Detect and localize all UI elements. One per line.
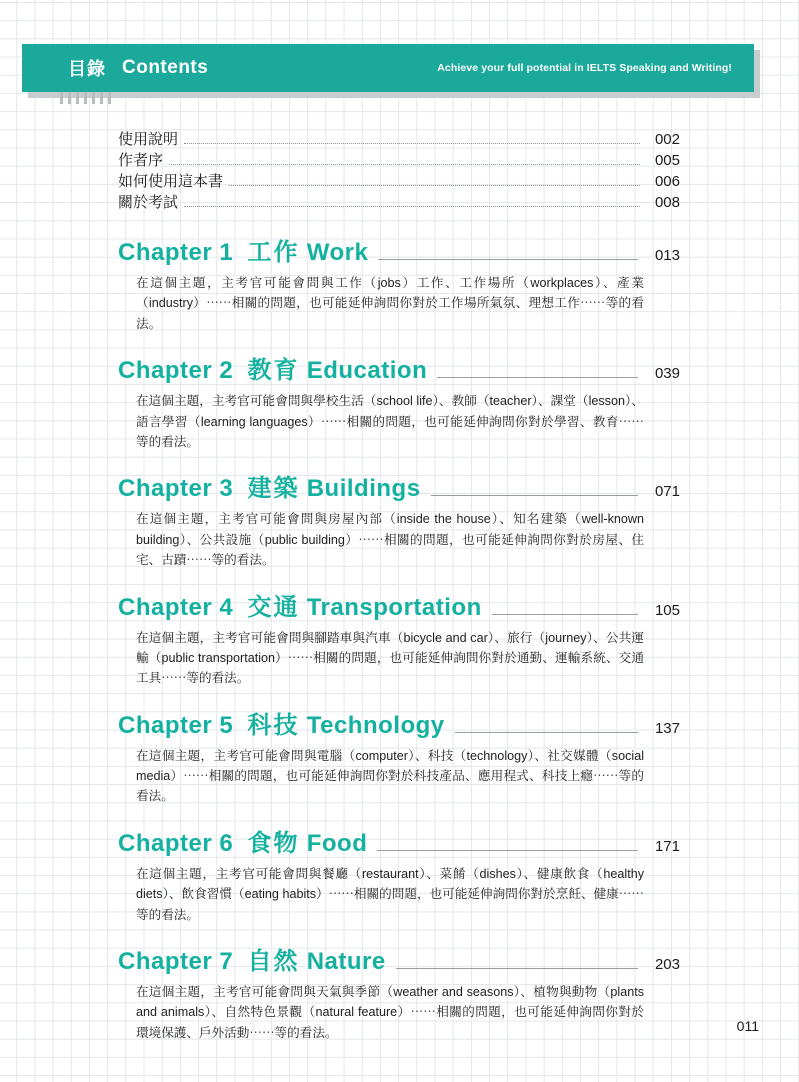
chapter-description: 在這個主題，主考官可能會問與腳踏車與汽車（bicycle and car）、旅行（journey）、公共運輸（public transportation）⋯⋯相關的問題，也可能延伸詢問你對於通勤、運輸系統、交通工具⋯⋯等的看法。 [136, 630, 644, 686]
front-matter-page: 006 [654, 173, 680, 190]
chapter-title-en: Work [306, 239, 369, 266]
chapter-number: Chapter 3 [118, 475, 234, 503]
chapter-title [118, 823, 367, 858]
front-matter-page: 005 [654, 152, 680, 169]
chapter-description: 在這個主題，主考官可能會問與餐廳（restaurant）、菜餚（dishes）、健康飲食（healthy diets）、飲食習慣（eating habits）⋯⋯相關的問題，也可能延伸詢問你對於烹飪、健康⋯⋯等的看法。 [136, 866, 644, 922]
chapter-rule [492, 613, 638, 615]
chapter-title-cn: 教育 [247, 357, 300, 385]
chapter-rule [396, 967, 638, 969]
front-matter-label: 如何使用這本書 [118, 173, 224, 190]
chapter-page: 137 [654, 719, 680, 737]
chapter-rule [437, 376, 638, 378]
front-matter-label: 關於考試 [118, 194, 179, 211]
chapter-title [118, 587, 482, 622]
chapter-page: 039 [654, 365, 680, 383]
front-matter-label: 使用說明 [118, 131, 179, 148]
chapter-title-cn: 建築 [247, 475, 300, 503]
chapter-number: Chapter 4 [118, 593, 234, 621]
chapter-title-en: Transportation [306, 593, 482, 621]
front-matter-row[interactable] [118, 191, 680, 212]
chapter-page: 171 [654, 837, 680, 855]
chapter-list [118, 232, 680, 1059]
chapter-page: 013 [654, 247, 680, 264]
chapter-title [118, 232, 368, 267]
chapter-title-cn: 科技 [247, 711, 300, 739]
chapter-headline [118, 468, 680, 503]
front-matter-page: 002 [654, 131, 680, 148]
chapter-description: 在這個主題，主考官可能會問與天氣與季節（weather and seasons）、植物與動物（plants and animals）、自然特色景觀（natural feature）⋯⋯相關的問題，也可能延伸詢問你對於環境保護、戶外活動⋯⋯等的看法。 [136, 985, 644, 1040]
chapter-description: 在這個主題，主考官可能會問與房屋內部（inside the house）、知名建築（well-known building）、公共設施（public building）⋯⋯相關的問題，也可能延伸詢問你對於房屋、住宅、古蹟⋯⋯等的看法。 [136, 512, 644, 568]
chapter-entry-2[interactable] [118, 350, 680, 452]
chapter-headline [118, 823, 680, 858]
chapter-title-en: Food [306, 829, 368, 857]
chapter-title-cn: 工作 [247, 239, 300, 266]
chapter-number: Chapter 7 [118, 948, 234, 976]
leader-dots [184, 205, 640, 207]
front-matter-list [118, 128, 680, 212]
chapter-headline [118, 705, 680, 740]
chapter-title-en: Buildings [306, 475, 421, 503]
front-matter-page: 008 [654, 194, 680, 211]
leader-dots [184, 142, 640, 144]
front-matter-label: 作者序 [118, 152, 164, 169]
chapter-title [118, 941, 386, 976]
front-matter-row[interactable] [118, 128, 680, 149]
chapter-entry-7[interactable] [118, 941, 680, 1043]
leader-dots [229, 184, 640, 186]
chapter-number: Chapter 1 [118, 239, 234, 266]
contents-header-bar [22, 44, 754, 92]
chapter-rule [377, 849, 638, 851]
chapter-title-en: Nature [306, 948, 386, 976]
chapter-entry-6[interactable] [118, 823, 680, 925]
chapter-title [118, 705, 445, 740]
header-tick-marks [60, 92, 116, 104]
chapter-title-cn: 交通 [247, 593, 300, 621]
chapter-rule [431, 494, 638, 496]
front-matter-row[interactable] [118, 170, 680, 191]
chapter-title-cn: 自然 [247, 948, 300, 976]
chapter-title-cn: 食物 [247, 829, 300, 857]
chapter-title [118, 468, 421, 503]
chapter-entry-1[interactable] [118, 232, 680, 334]
chapter-headline [118, 941, 680, 976]
chapter-number: Chapter 6 [118, 829, 234, 857]
chapter-title [118, 350, 427, 385]
chapter-entry-4[interactable] [118, 587, 680, 689]
chapter-title-en: Technology [306, 711, 445, 739]
chapter-page: 071 [654, 483, 680, 501]
page-folio: 011 [736, 1018, 759, 1034]
header-tagline: Achieve your full potential in IELTS Speaking and Writing! [437, 62, 732, 74]
chapter-rule [378, 258, 638, 260]
chapter-description: 在這個主題，主考官可能會問與工作（jobs）工作、工作場所（workplaces）、產業（industry）⋯⋯相關的問題，也可能延伸詢問你對於工作場所氣氛、理想工作⋯⋯等的看法。 [136, 276, 644, 331]
chapter-number: Chapter 2 [118, 357, 234, 385]
chapter-page: 203 [654, 956, 680, 974]
chapter-headline [118, 350, 680, 385]
chapter-headline [118, 232, 680, 267]
chapter-number: Chapter 5 [118, 711, 234, 739]
chapter-page: 105 [654, 601, 680, 619]
chapter-headline [118, 587, 680, 622]
chapter-entry-5[interactable] [118, 705, 680, 807]
chapter-title-en: Education [306, 357, 428, 385]
leader-dots [169, 163, 640, 165]
front-matter-row[interactable] [118, 149, 680, 170]
chapter-rule [455, 731, 638, 733]
chapter-description: 在這個主題，主考官可能會問與學校生活（school life）、教師（teacher）、課堂（lesson）、語言學習（learning languages）⋯⋯相關的問題，也可能延伸詢問你對於學習、教育⋯⋯等的看法。 [136, 394, 644, 449]
header-title-en: Contents [122, 57, 209, 78]
header-title-cn: 目錄 [68, 59, 106, 79]
chapter-description: 在這個主題，主考官可能會問與電腦（computer）、科技（technology）、社交媒體（social media）⋯⋯相關的問題，也可能延伸詢問你對於科技產品、應用程式、科技上癮⋯⋯等的看法。 [136, 748, 644, 804]
chapter-entry-3[interactable] [118, 468, 680, 570]
